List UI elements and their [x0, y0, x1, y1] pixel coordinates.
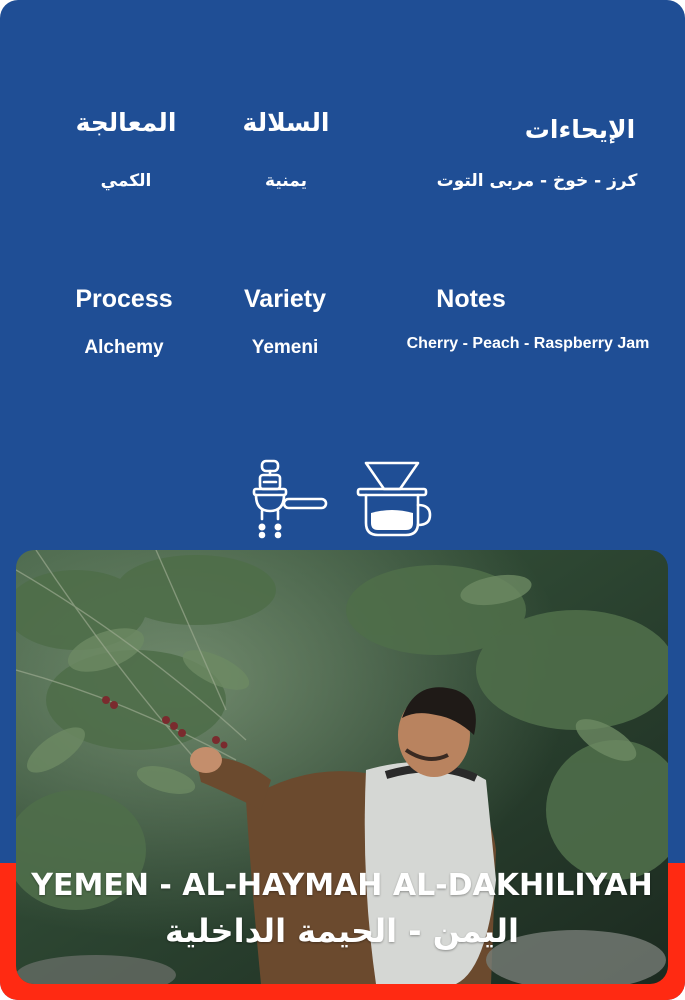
pour-over-dripper-icon	[358, 463, 430, 535]
process-value-ar: الكمي	[100, 171, 152, 191]
brew-methods	[0, 455, 685, 545]
origin-title-ar: اليمن - الحيمة الداخلية	[165, 912, 519, 950]
variety-label-ar: السلالة	[242, 108, 330, 137]
variety-value-ar: يمنية	[265, 171, 307, 191]
notes-value-en: Cherry - Peach - Raspberry Jam	[406, 335, 650, 352]
process-label-en: Process	[75, 285, 173, 313]
process-label-ar: المعالجة	[75, 108, 177, 137]
process-value-en: Alchemy	[84, 337, 164, 358]
variety-label-en: Variety	[243, 285, 327, 313]
origin-title-en: YEMEN - AL-HAYMAH AL-DAKHILIYAH	[31, 868, 653, 903]
notes-label-ar: الإيحاءات	[524, 115, 636, 144]
variety-value-en: Yemeni	[251, 337, 319, 358]
espresso-machine-icon	[254, 461, 326, 537]
notes-label-en: Notes	[436, 285, 506, 313]
notes-value-ar: كرز - خوخ - مربى التوت	[436, 171, 638, 191]
